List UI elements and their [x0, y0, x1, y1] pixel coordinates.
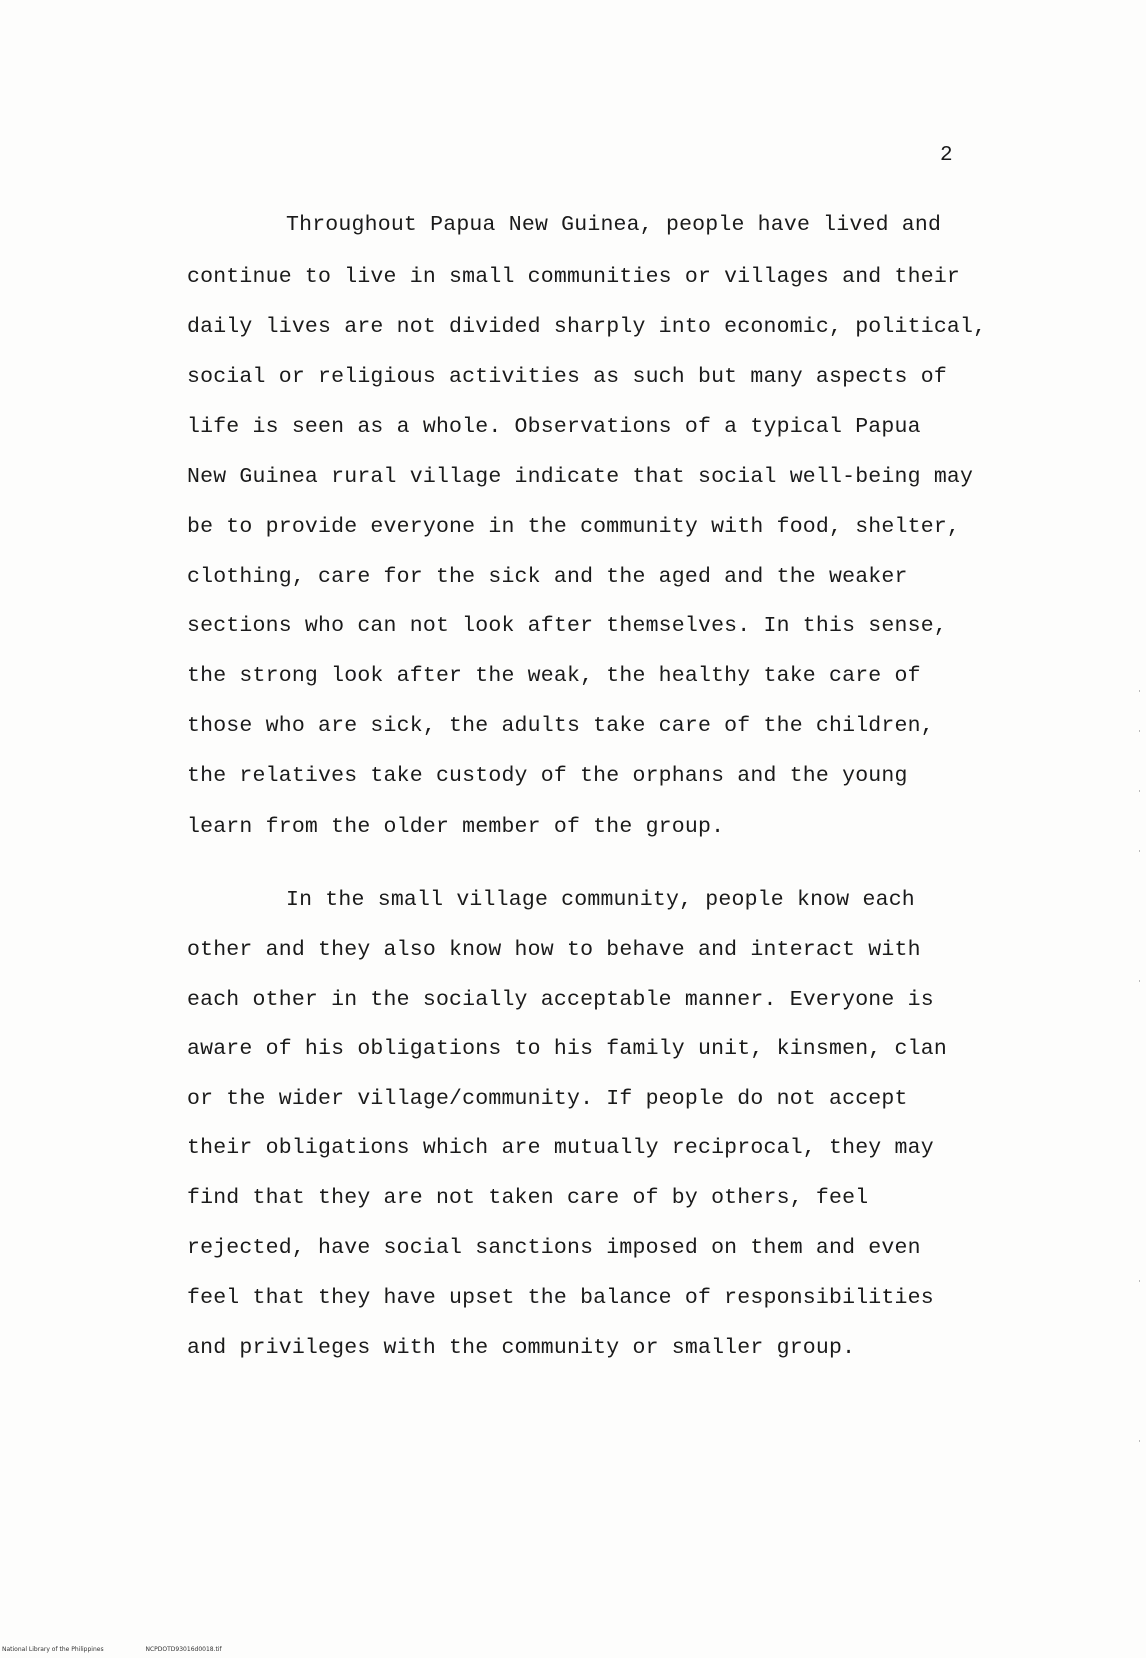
footer [2, 1646, 262, 1653]
page-number: 2 [940, 144, 953, 167]
paragraph-1-line: learn from the older member of the group. [187, 815, 725, 839]
scan-speck [1139, 790, 1140, 792]
paragraph-2-line: rejected, have social sanctions imposed on them and even [187, 1236, 921, 1260]
paragraph-1-line: social or religious activities as such but many aspects of [187, 365, 947, 389]
paragraph-1-line: the strong look after the weak, the healthy take care of [187, 664, 921, 688]
scan-speck [1139, 690, 1140, 692]
paragraph-2-line: In the small village community, people know each [286, 888, 915, 912]
scan-speck [1139, 1440, 1140, 1442]
paragraph-1-line: life is seen as a whole. Observations of a typical Papua [187, 415, 921, 439]
scan-speck [1139, 730, 1140, 732]
paragraph-1-line: New Guinea rural village indicate that social well-being may [187, 465, 974, 489]
paragraph-2-line: or the wider village/community. If people do not accept [187, 1087, 908, 1111]
paragraph-2-line: feel that they have upset the balance of responsibilities [187, 1286, 934, 1310]
paragraph-1-line: continue to live in small communities or villages and their [187, 265, 961, 289]
paragraph-1-line: clothing, care for the sick and the aged and the weaker [187, 565, 908, 589]
scan-speck [1139, 980, 1140, 982]
paragraph-2-line: their obligations which are mutually reciprocal, they may [187, 1136, 934, 1160]
paragraph-2-line: aware of his obligations to his family unit, kinsmen, clan [187, 1037, 947, 1061]
paragraph-1-line: sections who can not look after themselves. In this sense, [187, 614, 947, 638]
paragraph-1-line: the relatives take custody of the orphans and the young [187, 764, 908, 788]
paragraph-2-line: and privileges with the community or smaller group. [187, 1336, 856, 1360]
paragraph-2-line: other and they also know how to behave and interact with [187, 938, 921, 962]
paragraph-2-line: find that they are not taken care of by others, feel [187, 1186, 869, 1210]
paragraph-1-line: Throughout Papua New Guinea, people have lived and [286, 213, 942, 237]
paragraph-1-line: those who are sick, the adults take care of the children, [187, 714, 934, 738]
paragraph-1-line: be to provide everyone in the community with food, shelter, [187, 515, 961, 539]
scan-speck [1139, 1280, 1140, 1282]
scan-speck [1139, 850, 1140, 852]
paragraph-2-line: each other in the socially acceptable manner. Everyone is [187, 988, 934, 1012]
paragraph-1-line: daily lives are not divided sharply into economic, political, [187, 315, 987, 339]
footer-library: National Library of the Philippines [2, 1646, 104, 1653]
footer-file-id: NCPDOTD93016d0018.tif [145, 1646, 222, 1653]
